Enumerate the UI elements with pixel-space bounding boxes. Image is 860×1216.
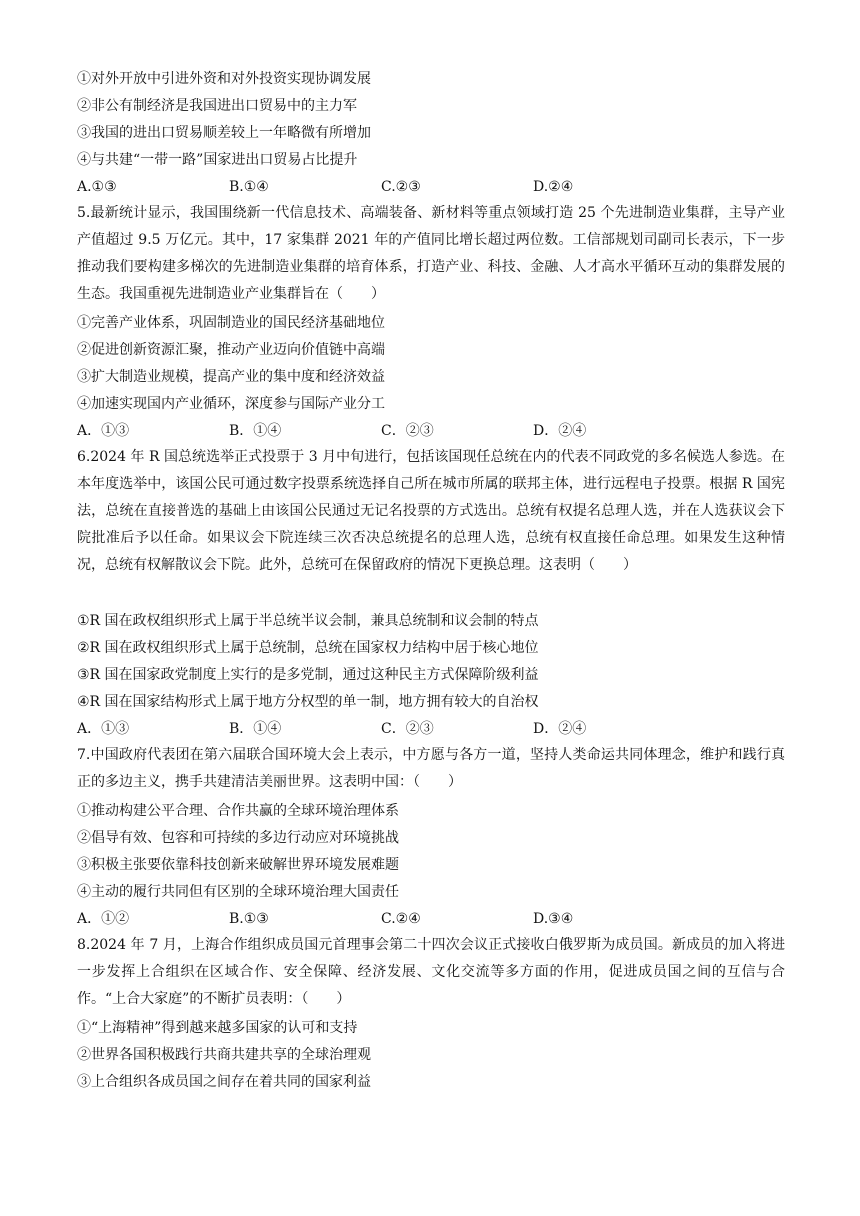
q4-item-3: ③我国的进出口贸易顺差较上一年略微有所增加 [77,125,371,141]
q5-option-c: C．②③ [381,423,434,439]
q7-option-a: A．①② [77,911,130,927]
q8-stem: 8.2024 年 7 月，上海合作组织成员国元首理事会第二十四次会议正式接收白俄罗斯为成员国。新成员的加入将进一步发挥上合组织在区域合作、安全保障、经济发展、文化交流等多方面的作用，促进成员国之间的互信与合作。“上合大家庭”的不断扩员表明：（ ） [77,937,785,1007]
q7-option-c: C.②④ [381,911,421,927]
q7-item-4: ④主动的履行共同但有区别的全球环境治理大国责任 [77,884,399,900]
q7-item-3: ③积极主张要依靠科技创新来破解世界环境发展难题 [77,857,399,873]
q8-item-2: ②世界各国积极践行共商共建共享的全球治理观 [77,1047,371,1063]
q7-item-2: ②倡导有效、包容和可持续的多边行动应对环境挑战 [77,830,399,846]
q7-option-b: B.①③ [229,911,269,927]
q5-option-a: A．①③ [77,423,130,439]
q4-item-4: ④与共建“一带一路”国家进出口贸易占比提升 [77,152,358,168]
q6-stem: 6.2024 年 R 国总统选举正式投票于 3 月中旬进行，包括该国现任总统在内的代表不同政党的多名候选人参选。在本年度选举中，该国公民可通过数字投票系统选择自己所在城市所属的联邦主体，进行远程电子投票。根据 R 国宪法，总统在直接普选的基础上由该国公民通过无记名投票的方式选出。总统有权提名总理人选，并在人选获议会下院批准后予以任命。如果议会下院连续三次否决总统提名的总理人选，总统有权直接任命总理。如果发生这种情况，总统有权解散议会下院。此外，总统可在保留政府的情况下更换总理。这表明（ ） [77,449,785,573]
q8-item-1: ①“上海精神”得到越来越多国家的认可和支持 [77,1020,358,1036]
q4-option-b: B.①④ [229,179,269,195]
q5-item-1: ①完善产业体系，巩固制造业的国民经济基础地位 [77,315,385,331]
q5-item-2: ②促进创新资源汇聚，推动产业迈向价值链中高端 [77,342,385,358]
q5-item-3: ③扩大制造业规模，提高产业的集中度和经济效益 [77,369,385,385]
q7-stem: 7.中国政府代表团在第六届联合国环境大会上表示，中方愿与各方一道，坚持人类命运共同体理念，维护和践行真正的多边主义，携手共建清洁美丽世界。这表明中国：（ ） [77,747,785,790]
q6-item-3: ③R 国在国家政党制度上实行的是多党制，通过这种民主方式保障阶级利益 [77,667,539,683]
q6-option-c: C．②③ [381,721,434,737]
q4-item-1: ①对外开放中引进外资和对外投资实现协调发展 [77,71,371,87]
q4-option-d: D.②④ [533,179,574,195]
q5-option-d: D．②④ [533,423,587,439]
q5-option-b: B．①④ [229,423,282,439]
q7-item-1: ①推动构建公平合理、合作共赢的全球环境治理体系 [77,803,399,819]
q4-option-a: A.①③ [77,179,117,195]
q4-option-c: C.②③ [381,179,421,195]
q4-item-2: ②非公有制经济是我国进出口贸易中的主力军 [77,98,357,114]
q6-option-d: D．②④ [533,721,587,737]
q6-option-a: A．①③ [77,721,130,737]
q5-item-4: ④加速实现国内产业循环，深度参与国际产业分工 [77,396,385,412]
q6-item-4: ④R 国在国家结构形式上属于地方分权型的单一制，地方拥有较大的自治权 [77,694,539,710]
q7-option-d: D.③④ [533,911,574,927]
q6-item-1: ①R 国在政权组织形式上属于半总统半议会制，兼具总统制和议会制的特点 [77,613,539,629]
q8-item-3: ③上合组织各成员国之间存在着共同的国家利益 [77,1074,371,1090]
q6-option-b: B．①④ [229,721,282,737]
q5-stem: 5.最新统计显示，我国围绕新一代信息技术、高端装备、新材料等重点领域打造 25 个先进制造业集群，主导产业产值超过 9.5 万亿元。其中，17 家集群 2021 年的产值同比增长超过两位数。工信部规划司副司长表示，下一步推动我们要构建多梯次的先进制造业集群的培育体系，打造产业、科技、金融、人才高水平循环互动的集群发展的生态。我国重视先进制造业产业集群旨在（ ） [77,205,785,302]
q6-item-2: ②R 国在政权组织形式上属于总统制，总统在国家权力结构中居于核心地位 [77,640,539,656]
